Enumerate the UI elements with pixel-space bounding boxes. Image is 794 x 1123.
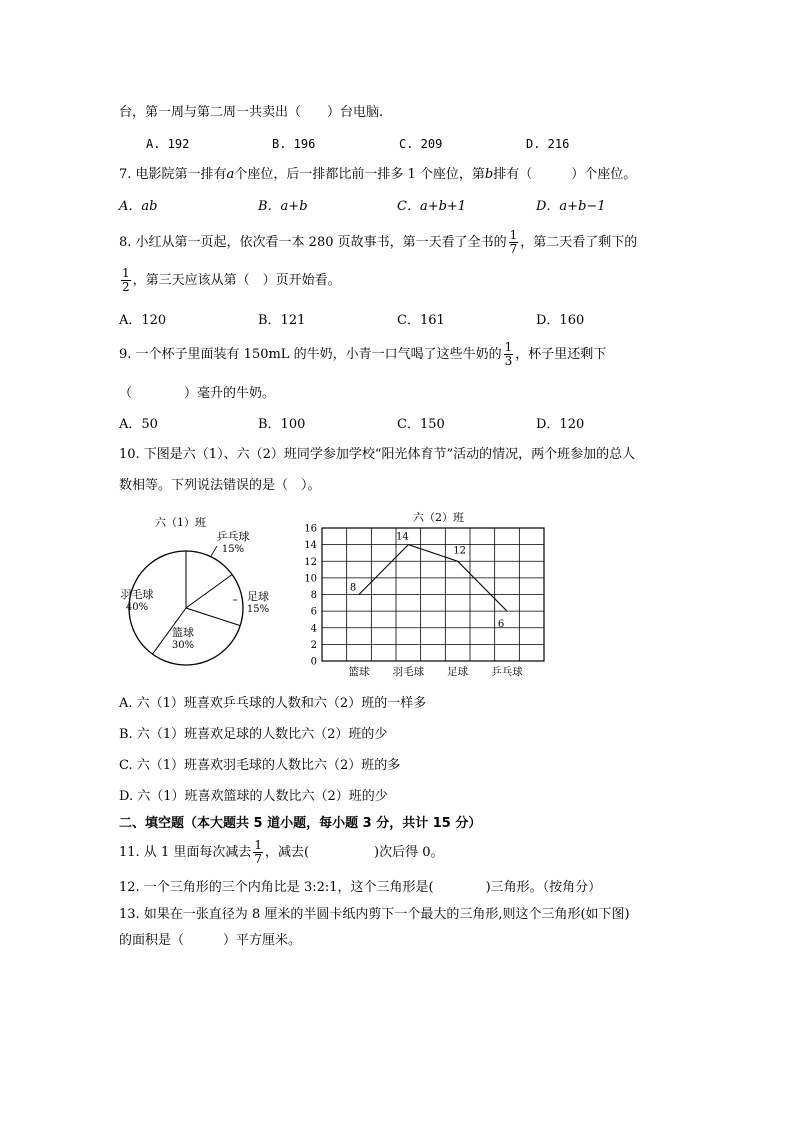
q10-option-d[interactable]: D. 六（1）班喜欢篮球的人数比六（2）班的少 xyxy=(119,789,388,804)
pie-pct-1: 15% xyxy=(246,604,270,615)
y-tick-10: 10 xyxy=(304,573,317,585)
point-label-2: 12 xyxy=(453,545,467,557)
pie-pct-3: 40% xyxy=(125,602,149,613)
q11-pre: 11. 从 1 里面每次减去 xyxy=(119,845,252,860)
q9-pre: 9. 一个杯子里面装有 150mL 的牛奶，小青一口气喝了这些牛奶的 xyxy=(119,347,502,362)
x-tick-2: 足球 xyxy=(447,666,469,678)
q10-line2: 数相等。下列说法错误的是（ ）。 xyxy=(119,478,321,493)
q7-option-d[interactable]: D．a+b−1 xyxy=(536,199,606,214)
y-tick-8: 8 xyxy=(310,590,317,601)
y-tick-6: 6 xyxy=(310,606,317,618)
q8-fraction-2: $\frac{1}{2}$ xyxy=(122,266,130,294)
q10-option-c[interactable]: C. 六（1）班喜欢羽毛球的人数比六（2）班的多 xyxy=(119,758,401,773)
q7-mid: 个座位，后一排都比前一排多 1 个座位，第 xyxy=(234,167,485,182)
y-tick-12: 12 xyxy=(304,556,317,568)
pie-label-1: 足球 xyxy=(247,590,269,603)
q9-option-d[interactable]: D．120 xyxy=(536,417,585,432)
pie-slice-2 xyxy=(186,608,240,626)
point-label-3: 6 xyxy=(497,619,505,631)
q9-post: ，杯子里还剩下 xyxy=(515,347,607,362)
pie-slice-1 xyxy=(186,575,232,609)
y-tick-2: 2 xyxy=(310,639,317,651)
q7-option-c[interactable]: C．a+b+1 xyxy=(397,199,467,214)
q10-option-b[interactable]: B. 六（1）班喜欢足球的人数比六（2）班的少 xyxy=(119,727,388,742)
q6-option-d[interactable]: D. 216 xyxy=(526,137,570,151)
q9-line2: （ ）毫升的牛奶。 xyxy=(119,386,276,401)
pie-pct-0: 15% xyxy=(221,544,245,555)
y-tick-4: 4 xyxy=(310,623,317,635)
q13-line1: 13. 如果在一张直径为 8 厘米的半圆卡纸内剪下一个最大的三角形,则这个三角形(如下图) xyxy=(119,907,630,922)
q8-fraction-1: $\frac{1}{7}$ xyxy=(509,228,518,256)
point-label-0: 8 xyxy=(349,582,357,594)
q11-fraction: $\frac{1}{7}$ xyxy=(254,838,262,866)
pie-leader-0 xyxy=(211,546,217,556)
q8-option-a[interactable]: A．120 xyxy=(119,313,167,328)
y-tick-16: 16 xyxy=(304,523,317,535)
q7-var-b: b xyxy=(484,167,494,182)
q7-pre: 7. 电影院第一排有 xyxy=(119,167,227,182)
q8-option-c[interactable]: C．161 xyxy=(397,313,445,328)
point-label-1: 14 xyxy=(395,531,409,543)
pie-label-0: 乒乓球 xyxy=(216,530,250,543)
line-title: 六（2）班 xyxy=(413,511,464,524)
x-tick-3: 乒乓球 xyxy=(491,666,523,678)
q6-continuation: 台，第一周与第二周一共卖出（ ）台电脑. xyxy=(119,105,384,120)
q6-option-a[interactable]: A. 192 xyxy=(146,137,190,151)
q7-option-b[interactable]: B．a+b xyxy=(258,199,308,214)
q12-stem: 12. 一个三角形的三个内角比是 3:2:1，这个三角形是( )三角形。（按角分） xyxy=(119,880,602,895)
q7-var-a: a xyxy=(226,167,235,182)
q7-post: 排有（ ）个座位。 xyxy=(493,167,637,182)
q8-option-b[interactable]: B．121 xyxy=(258,313,306,328)
pie-title: 六（1）班 xyxy=(155,516,206,529)
q9-fraction: $\frac{1}{3}$ xyxy=(504,340,513,368)
q8-line2 xyxy=(119,266,341,296)
q9-option-b[interactable]: B．100 xyxy=(258,417,306,432)
line-chart xyxy=(300,508,555,683)
q6-option-c[interactable]: C. 209 xyxy=(399,137,443,151)
section2-heading: 二、填空题（本大题共 5 道小题，每小题 3 分，共计 15 分） xyxy=(119,816,482,831)
q8-pre: 8. 小红从第一页起，依次看一本 280 页故事书，第一天看了全书的 xyxy=(119,235,507,250)
q10-line1: 10. 下图是六（1）、六（2）班同学参加学校“阳光体育节”活动的情况，两个班参加的总人 xyxy=(119,447,636,462)
q9-option-a[interactable]: A．50 xyxy=(119,417,158,432)
q8-line2-text: ，第三天应该从第（ ）页开始看。 xyxy=(132,273,341,288)
q13-line2: 的面积是（ ）平方厘米。 xyxy=(119,933,302,948)
pie-pct-2: 30% xyxy=(171,640,195,651)
q7-option-a[interactable]: A．ab xyxy=(119,199,158,214)
q7-stem xyxy=(119,166,636,184)
pie-label-2: 篮球 xyxy=(172,626,194,639)
q8-stem xyxy=(119,228,637,258)
q9-option-c[interactable]: C．150 xyxy=(397,417,445,432)
x-tick-0: 篮球 xyxy=(348,666,370,678)
q11-post: ，减去( )次后得 0。 xyxy=(264,845,444,860)
y-tick-14: 14 xyxy=(304,540,317,552)
q11-stem xyxy=(119,838,444,868)
pie-label-3: 羽毛球 xyxy=(120,588,154,601)
q8-post: ，第二天看了剩下的 xyxy=(520,235,638,250)
y-tick-0: 0 xyxy=(310,656,317,668)
pie-chart xyxy=(115,508,270,668)
q9-stem xyxy=(119,340,606,370)
q10-option-a[interactable]: A. 六（1）班喜欢乒乓球的人数和六（2）班的一样多 xyxy=(119,696,427,711)
q8-option-d[interactable]: D．160 xyxy=(536,313,585,328)
q6-option-b[interactable]: B. 196 xyxy=(272,137,316,151)
x-tick-1: 羽毛球 xyxy=(392,666,425,678)
